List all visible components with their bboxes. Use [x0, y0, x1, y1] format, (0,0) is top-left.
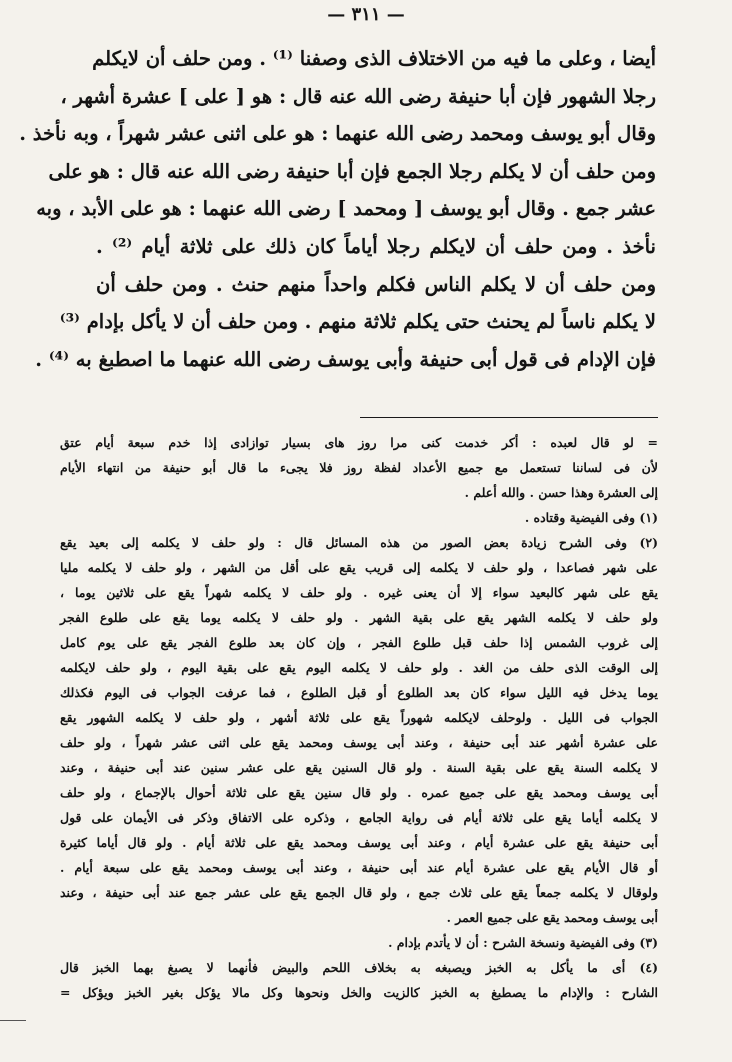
- footnote-line: أبى يوسف ومحمد يقع على جميع عمره . ولو قال سنين يقع على ثلاثة أحوال بالإجماع ، ولو حلف: [60, 785, 658, 800]
- main-text-line: ومن حلف أن لا يكلم رجلا الجمع فإن أبا حنيفة رضى الله عنه قال : هو على: [48, 159, 656, 183]
- footnote-line: لأن فى لساننا تستعمل مع جميع الأعداد لفظة روز فلا يجىء ما قال أبو حنيفة من انتهاء الأيام: [60, 460, 658, 475]
- footnote-line: الجواب فى الليل . ولوحلف لايكلمه شهوراً يقع على ثلاثة أشهر ، ولو حلف لا يكلمه الشهور يقع: [60, 710, 658, 725]
- footnote-line: يقع على شهر كالبعيد سواء إلا أن يعنى غيره . ولو حلف لا يكلمه شهراً يقع على ثلاثين يوما ،: [60, 585, 658, 600]
- footnote-line: إلى الوقت الذى حلف من الغد . ولو حلف لا يكلمه اليوم يقع على بقية اليوم ، ولو حلف لايكلمه: [60, 660, 658, 675]
- main-text-line: فإن الإدام فى قول أبى حنيفة وأبى يوسف رضى الله عنهما ما اصطبغ به ⁽⁴⁾ .: [35, 347, 656, 371]
- footnote-line: أبى حنيفة يقع على عشرة أيام ، وعند أبى يوسف ومحمد يقع على ثلاثة أيام . ولو قال أياما كثيرة: [60, 835, 658, 850]
- footnote-line: (٢) وفى الشرح زيادة بعض الصور من هذه المسائل قال : ولو حلف لا يكلمه إلى بعيد يقع: [60, 535, 658, 550]
- footnote-line: على شهر فصاعدا ، ولو حلف لا يكلمه إلى قريب يقع على أقل من الشهر ، ولو حلف لا يكلمه مليا: [60, 560, 658, 575]
- main-text-line: رجلا الشهور فإن أبا حنيفة رضى الله عنه قال : هو [ على ] عشرة أشهر ،: [60, 84, 656, 108]
- footnote-line: لا يكلمه أياما يقع على ثلاثة أيام فى رواية الجامع ، وذكره على الاتفاق وذكر فى الأيمان على قول: [60, 810, 658, 825]
- main-text-line: نأخذ . ومن حلف أن لايكلم رجلا أياماً كان ذلك على ثلاثة أيام ⁽²⁾ .: [96, 234, 656, 258]
- footnote-line: إلى غروب الشمس إذا حلف قبل طلوع الفجر ، وإن كان بعد طلوع الفجر يقع على يوم كامل: [60, 635, 658, 650]
- main-text: [19, 40, 656, 378]
- footnote-line: أبى يوسف ومحمد يقع على جميع العمر .: [446, 910, 658, 925]
- main-text-line: ومن حلف أن لا يكلم الناس فكلم واحداً منهم حنث . ومن حلف أن: [96, 272, 656, 296]
- main-text-line: لا يكلم ناساً لم يحنث حتى يكلم ثلاثة منهم . ومن حلف أن لا يأكل بإدام ⁽³⁾: [59, 310, 656, 334]
- page-number: — ٣١١ —: [327, 4, 405, 25]
- footnote-line: أو قال الأيام يقع على عشرة أيام عند أبى حنيفة ، وعند أبى يوسف ومحمد يقع على سبعة أيام .: [60, 860, 658, 875]
- footnote-line: (١) وفى الفيضية وقتاده .: [524, 510, 658, 525]
- main-text-line: أيضا ، وعلى ما فيه من الاختلاف الذى وصفنا ⁽¹⁾ . ومن حلف أن لايكلم: [92, 47, 656, 70]
- main-text-line: عشر جمع . وقال أبو يوسف [ ومحمد ] رضى الله عنهما : هو على الأبد ، وبه: [36, 197, 656, 221]
- footnote-line: لا يكلمه السنة يقع على بقية السنة . ولو قال السنين يقع على عشر سنين عند أبى حنيفة ، وعند: [60, 760, 658, 775]
- footnote-line: الشارح : والإدام ما يصطبغ به الخبز كالزيت والخل ونحوها وكل مالا يؤكل بغير الخبز ويؤكل =: [60, 985, 658, 1000]
- footnote-separator: [360, 417, 658, 418]
- footnote-line: على عشرة أشهر عند أبى حنيفة ، وعند أبى يوسف ومحمد يقع على اثنى عشر شهراً ، ولو حلف: [60, 735, 658, 750]
- footnote-line: إلى العشرة وهذا حسن . والله أعلم .: [464, 485, 658, 500]
- footnote-line: (٣) وفى الفيضية ونسخة الشرح : أن لا يأتدم بإدام .: [388, 935, 658, 950]
- footnote-line: ولوقال لا يكلمه جمعاً يقع على ثلاث جمع ، ولو قال الجمع يقع على عشر جمع عند أبى حنيفة ، وعند: [60, 885, 658, 900]
- footnote-line: يوما يدخل فيه الليل سواء كان بعد الطلوع أو قبل الطلوع ، فما عرفت الجواب فى اليوم فكذلك: [60, 685, 658, 700]
- footnote-line: (٤) أى ما يأكل به الخبز ويصبغه به بخلاف اللحم والبيض فأنهما لا يصبغ بهما الخبز قال: [60, 960, 658, 975]
- footnotes: [60, 430, 658, 1005]
- footnote-line: ولو حلف لا يكلمه الشهر يقع على بقية الشهر . ولو حلف لا يكلمه يوما يقع على طلوع الفجر: [60, 610, 658, 625]
- main-text-line: وقال أبو يوسف ومحمد رضى الله عنهما : هو على اثنى عشر شهراً ، وبه نأخذ .: [19, 122, 656, 146]
- scan-edge-mark: [0, 1020, 26, 1021]
- footnote-line: = لو قال لعبده : أكر خدمت كنى مرا روز هاى بسيار توازادى إذا خدم سبعة أيام عتق: [60, 435, 658, 450]
